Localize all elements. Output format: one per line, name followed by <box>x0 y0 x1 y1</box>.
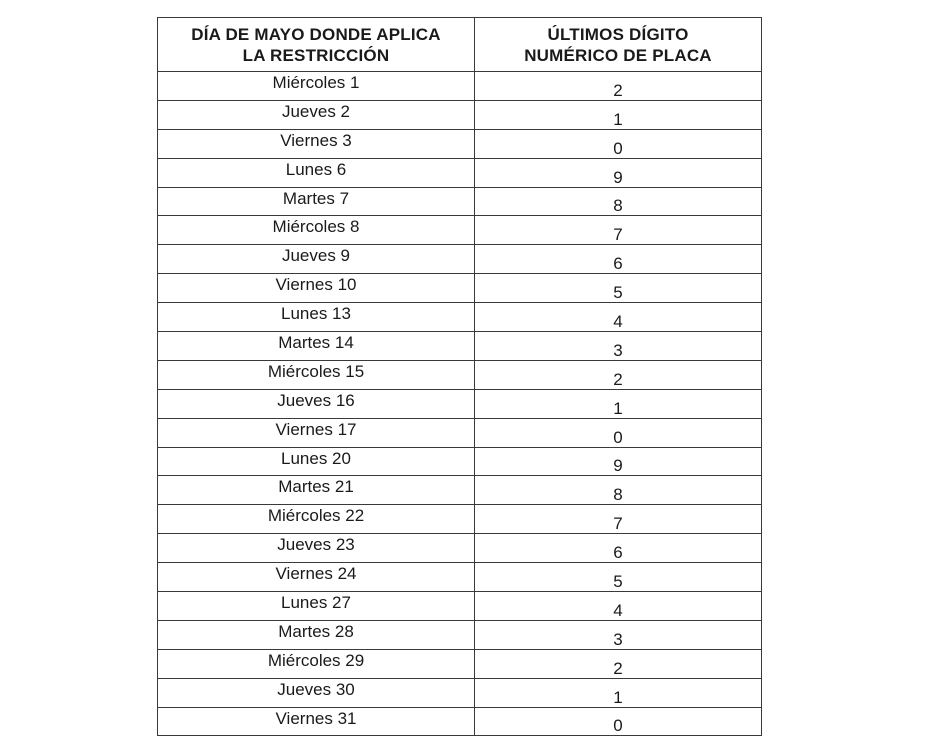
digit-cell: 1 <box>475 100 762 129</box>
digit-cell: 1 <box>475 389 762 418</box>
day-cell: Martes 14 <box>158 332 475 361</box>
digit-cell: 5 <box>475 563 762 592</box>
table-row <box>158 534 762 563</box>
table-row <box>158 360 762 389</box>
day-cell: Jueves 2 <box>158 100 475 129</box>
header-day-column <box>158 18 475 72</box>
table-row <box>158 418 762 447</box>
digit-cell: 1 <box>475 678 762 707</box>
day-cell: Viernes 17 <box>158 418 475 447</box>
table-row <box>158 447 762 476</box>
table-row <box>158 158 762 187</box>
digit-cell: 4 <box>475 303 762 332</box>
table-row <box>158 129 762 158</box>
table-row <box>158 620 762 649</box>
table-row <box>158 274 762 303</box>
table-row <box>158 707 762 736</box>
digit-cell: 8 <box>475 476 762 505</box>
digit-cell: 6 <box>475 534 762 563</box>
table-body <box>158 72 762 736</box>
day-cell: Lunes 13 <box>158 303 475 332</box>
digit-cell: 0 <box>475 707 762 736</box>
header-digit-line2: NUMÉRICO DE PLACA <box>524 45 712 65</box>
day-cell: Martes 28 <box>158 620 475 649</box>
header-day-line1: DÍA DE MAYO DONDE APLICA <box>191 24 441 44</box>
day-cell: Miércoles 15 <box>158 360 475 389</box>
digit-cell: 4 <box>475 592 762 621</box>
day-cell: Lunes 27 <box>158 592 475 621</box>
day-cell: Jueves 23 <box>158 534 475 563</box>
table-row <box>158 216 762 245</box>
table-row <box>158 476 762 505</box>
table-row <box>158 678 762 707</box>
table-row <box>158 563 762 592</box>
day-cell: Viernes 24 <box>158 563 475 592</box>
day-cell: Lunes 6 <box>158 158 475 187</box>
day-cell: Martes 21 <box>158 476 475 505</box>
table-row <box>158 332 762 361</box>
digit-cell: 2 <box>475 649 762 678</box>
table-row <box>158 303 762 332</box>
table-row <box>158 592 762 621</box>
digit-cell: 0 <box>475 418 762 447</box>
digit-cell: 7 <box>475 505 762 534</box>
digit-cell: 6 <box>475 245 762 274</box>
digit-cell: 0 <box>475 129 762 158</box>
digit-cell: 3 <box>475 332 762 361</box>
digit-cell: 2 <box>475 360 762 389</box>
day-cell: Miércoles 29 <box>158 649 475 678</box>
day-cell: Martes 7 <box>158 187 475 216</box>
header-day-line2: LA RESTRICCIÓN <box>242 45 390 65</box>
table-row <box>158 389 762 418</box>
table-row <box>158 245 762 274</box>
day-cell: Miércoles 8 <box>158 216 475 245</box>
day-cell: Viernes 3 <box>158 129 475 158</box>
table-header-row <box>158 18 762 72</box>
digit-cell: 9 <box>475 158 762 187</box>
digit-cell: 3 <box>475 620 762 649</box>
day-cell: Jueves 30 <box>158 678 475 707</box>
table-row <box>158 72 762 101</box>
table-row <box>158 505 762 534</box>
header-digit-column <box>475 18 762 72</box>
digit-cell: 7 <box>475 216 762 245</box>
table-row <box>158 100 762 129</box>
day-cell: Viernes 10 <box>158 274 475 303</box>
day-cell: Jueves 16 <box>158 389 475 418</box>
digit-cell: 2 <box>475 72 762 101</box>
plate-restriction-table <box>157 17 762 736</box>
day-cell: Miércoles 1 <box>158 72 475 101</box>
table-row <box>158 649 762 678</box>
day-cell: Lunes 20 <box>158 447 475 476</box>
digit-cell: 9 <box>475 447 762 476</box>
digit-cell: 5 <box>475 274 762 303</box>
day-cell: Jueves 9 <box>158 245 475 274</box>
table-row <box>158 187 762 216</box>
day-cell: Miércoles 22 <box>158 505 475 534</box>
day-cell: Viernes 31 <box>158 707 475 736</box>
header-digit-line1: ÚLTIMOS DÍGITO <box>547 24 689 44</box>
digit-cell: 8 <box>475 187 762 216</box>
